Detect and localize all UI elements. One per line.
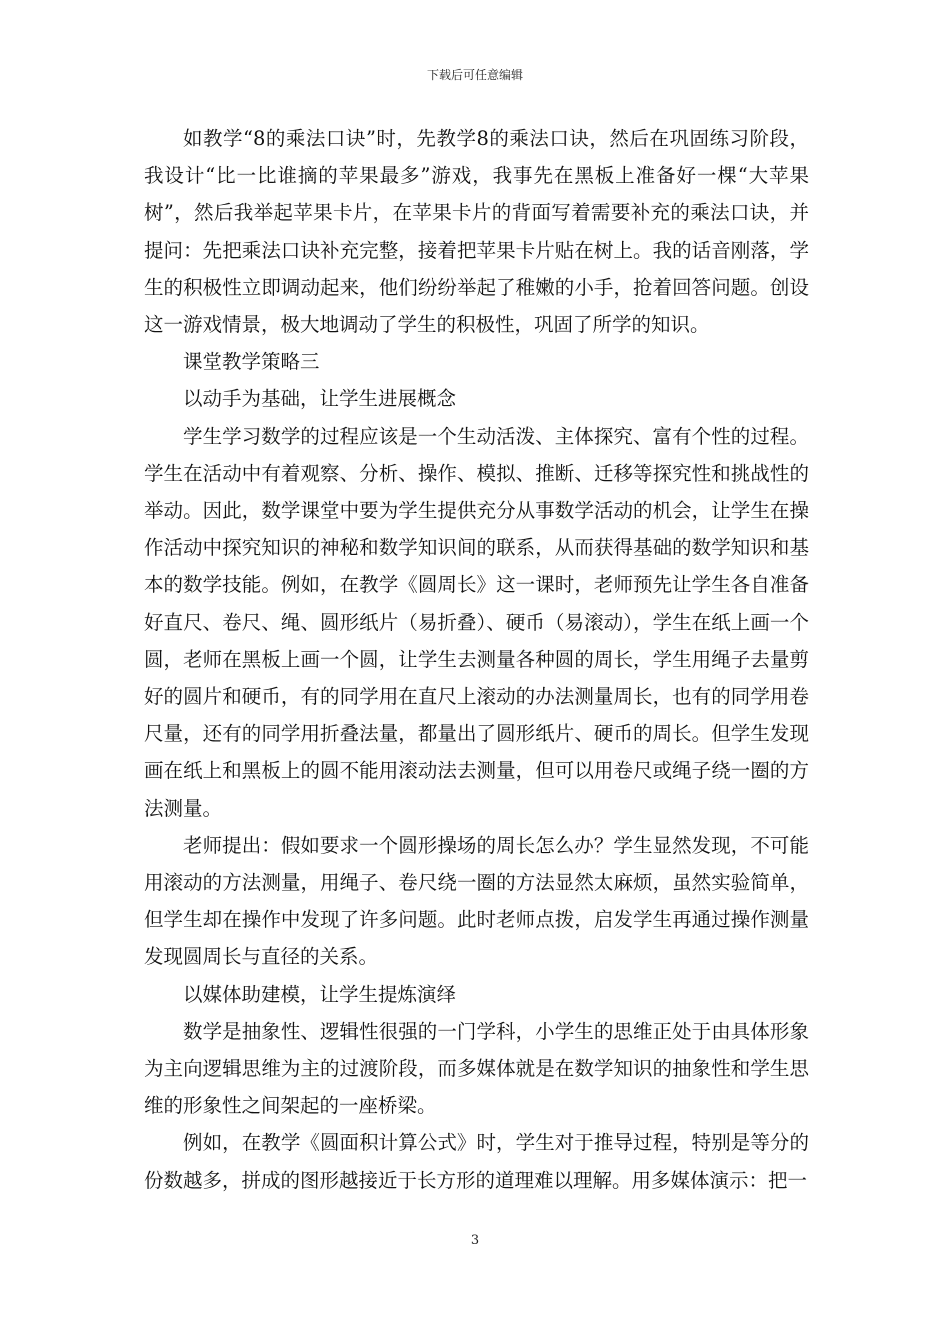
paragraph-circle-area: 例如，在教学《圆面积计算公式》时，学生对于推导过程，特别是等分的份数越多，拼成的图形越接近于长方形的道理难以理解。用多媒体演示：把一 xyxy=(144,1131,809,1192)
paragraph-playground-question: 老师提出：假如要求一个圆形操场的周长怎么办？学生显然发现，不可能用滚动的方法测量，用绳子、卷尺绕一圈的方法显然太麻烦，虽然实验简单，但学生却在操作中发现了许多问题。此时老师点拨，启发学生再通过操作测量发现圆周长与直径的关系。 xyxy=(144,833,809,969)
paragraph-circle-perimeter: 学生学习数学的过程应该是一个生动活泼、主体探究、富有个性的过程。学生在活动中有着观察、分析、操作、模拟、推断、迁移等探究性和挑战性的举动。因此，数学课堂中要为学生提供充分从事数学活动的机会，让学生在操作活动中探究知识的神秘和数学知识间的联系，从而获得基础的数学知识和基本的数学技能。例如，在教学《圆周长》这一课时，老师预先让学生各自准备好直尺、卷尺、绳、圆形纸片（易折叠）、硬币（易滚动），学生在纸上画一个圆，老师在黑板上画一个圆，让学生去测量各种圆的周长，学生用绳子去量剪好的圆片和硬币，有的同学用在直尺上滚动的办法测量周长，也有的同学用卷尺量，还有的同学用折叠法量，都量出了圆形纸片、硬币的周长。但学生发现画在纸上和黑板上的圆不能用滚动法去测量，但可以用卷尺或绳子绕一圈的方法测量。 xyxy=(144,424,809,820)
heading-strategy-three: 课堂教学策略三 xyxy=(183,350,320,374)
heading-media-modeling: 以媒体助建模，让学生提炼演绎 xyxy=(183,982,457,1006)
paragraph-apple-game: 如教学“8的乘法口诀”时，先教学8的乘法口诀，然后在巩固练习阶段，我设计“比一比谁摘的苹果最多”游戏，我事先在黑板上准备好一棵“大苹果树”，然后我举起苹果卡片，在苹果卡片的背面写着需要补充的乘法口诀，并提问：先把乘法口诀补充完整，接着把苹果卡片贴在树上。我的话音刚落，学生的积极性立即调动起来，他们纷纷举起了稚嫩的小手，抢着回答问题。创设这一游戏情景，极大地调动了学生的积极性，巩固了所学的知识。 xyxy=(144,127,809,337)
page-header: 下载后可任意编辑 xyxy=(426,68,523,82)
page-number: 3 xyxy=(470,1233,480,1248)
heading-hands-on: 以动手为基础，让学生进展概念 xyxy=(183,387,457,411)
paragraph-abstract-thinking: 数学是抽象性、逻辑性很强的一门学科，小学生的思维正处于由具体形象为主向逻辑思维为主的过渡阶段，而多媒体就是在数学知识的抽象性和学生思维的形象性之间架起的一座桥梁。 xyxy=(144,1019,809,1118)
document-body xyxy=(144,120,809,1199)
